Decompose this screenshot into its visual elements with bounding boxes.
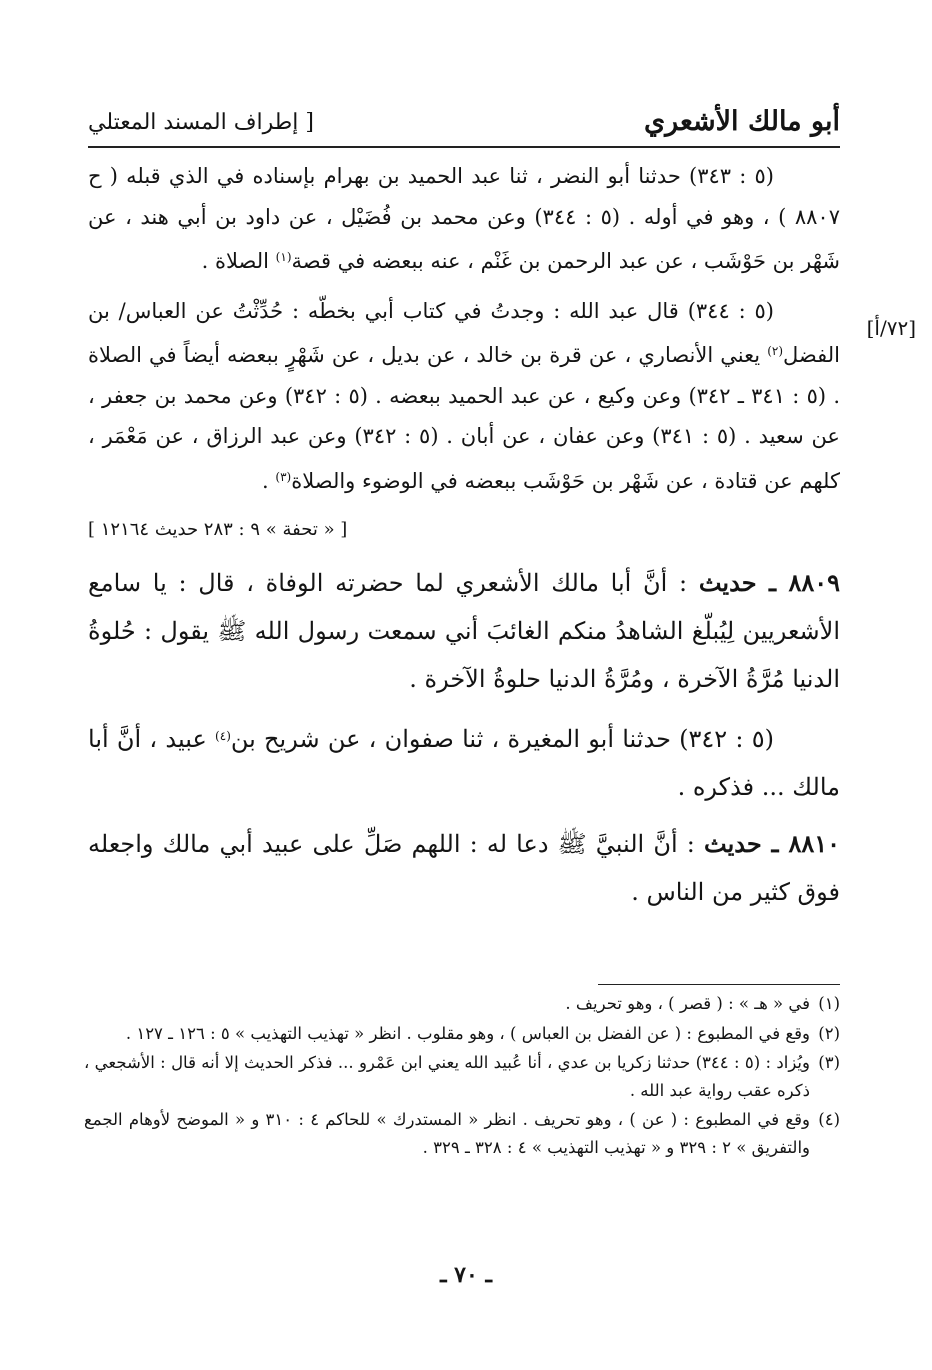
chapter-title: أبو مالك الأشعري	[643, 106, 840, 137]
main-text	[88, 156, 840, 916]
footnote-number: (١)	[818, 994, 840, 1013]
tuhfa-reference: [ « تحفة » ٩ : ٢٨٣ حديث ١٢١٦٤ ]	[88, 519, 348, 540]
footnote-3	[84, 1049, 840, 1104]
paragraph-text-end: الصلاة .	[201, 249, 276, 273]
footnotes	[84, 990, 840, 1163]
paragraph-text: (٥ : ٣٤٢) حدثنا أبو المغيرة ، ثنا صفوان ، عن شريح بن	[230, 725, 774, 753]
footnote-text: وقع في المطبوع : ( عن الفضل بن العباس ) ، وهو مقلوب . انظر « تهذيب التهذيب » ٥ : ١٢٦ ـ ١٢٧ .	[125, 1023, 810, 1043]
paragraph-text-end: .	[262, 468, 276, 493]
book-title: [ إطراف المسند المعتلي	[88, 110, 314, 135]
footnote-number: (٤)	[818, 1110, 840, 1129]
footnote-number: (٣)	[818, 1053, 840, 1072]
hadith-8810	[88, 820, 840, 916]
manuscript-folio-marker: [٧٢/أ]	[866, 316, 916, 340]
hadith-8809	[88, 559, 840, 703]
header-divider	[88, 146, 840, 148]
footnote-text: في « هـ » : ( قصر ) ، وهو تحريف .	[565, 994, 810, 1013]
paragraph-text-cont: يعني الأنصاري ، عن قرة بن خالد ، عن بديل ، عن شَهْرٍ ببعضه أيضاً في الصلاة . (٥ : ٣٤١ ـ ٣٤٢) وعن وكيع ، عن عبد الحميد ببعضه . (٥ : ٣٤٢) وعن محمد بن جعفر ، عن سعيد . (٥ : ٣٤١) وعن عفان ، عن أبان . (٥ : ٣٤٢) وعن عبد الرزاق ، عن مَعْمَر ، كلهم عن قتادة ، عن شَهْر بن حَوْشَب ببعضه في الوضوء والصلاة	[88, 343, 840, 493]
footnote-ref-2: (٢)	[767, 344, 784, 358]
footnote-4	[84, 1106, 840, 1161]
hadith-number: ٨٨١٠ ـ حديث	[704, 829, 841, 858]
paragraph-isnad-344	[88, 291, 840, 502]
paragraph-text-end: عبيد ، أنَّ أبا مالك ... فذكره .	[88, 725, 840, 801]
footnote-ref-1: (١)	[275, 250, 292, 264]
footnote-2	[84, 1020, 840, 1048]
footnote-text: ويُزاد : (٥ : ٣٤٤) حدثنا زكريا بن عدي ، أنا عُبيد الله يعني ابن عَمْرو ... فذكر الحديث إلا أنه قال : الأشجعي ، ذكره عقب رواية عبد الله .	[84, 1053, 810, 1100]
hadith-text: : أنَّ النبيَّ ﷺ دعا له : اللهم صَلِّ على عبيد أبي مالك واجعله فوق كثير من الناس .	[88, 830, 840, 906]
hadith-text: : أنَّ أبا مالك الأشعري لما حضرته الوفاة ، قال : يا سامع الأشعريين لِيُبلّغ الشاهدُ منكم الغائبَ أني سمعت رسول الله ﷺ يقول : حُلوةُ الدنيا مُرَّةُ الآخرة ، ومُرَّةُ الدنيا حلوةُ الآخرة .	[88, 569, 840, 693]
page-header	[88, 104, 840, 148]
paragraph-isnad-343	[88, 156, 840, 282]
footnote-1	[84, 990, 840, 1018]
footnote-number: (٢)	[818, 1023, 840, 1043]
footnote-text: وقع في المطبوع : ( عن ) ، وهو تحريف . انظر « المستدرك » للحاكم ٤ : ٣١٠ و « الموضح لأوهام الجمع والتفريق » ٢ : ٣٢٩ و « تهذيب التهذيب » ٤ : ٣٢٨ ـ ٣٢٩ .	[84, 1110, 810, 1157]
paragraph-text: (٥ : ٣٤٣) حدثنا أبو النضر ، ثنا عبد الحميد بن بهرام بإسناده في الذي قبله ( ح ٨٨٠٧ ) ، وهو في أوله . (٥ : ٣٤٤) وعن محمد بن فُضَيْل ، عن داود بن أبي هند ، عن شَهْر بن حَوْشَب ، عن عبد الرحمن بن غَنْم ، عنه ببعضه في قصة	[88, 164, 840, 273]
footnote-ref-4: (٤)	[215, 729, 231, 743]
footnote-ref-3: (٣)	[275, 469, 292, 484]
footnote-divider	[598, 984, 840, 985]
hadith-number: ٨٨٠٩ ـ حديث	[698, 568, 841, 597]
paragraph-isnad-342	[88, 712, 840, 811]
page-number: ـ ٧٠ ـ	[440, 1262, 492, 1288]
paragraph-text: (٥ : ٣٤٤) قال عبد الله : وجدتُ في كتاب أبي بخطّه : حُدِّثْتُ عن العباس/ بن الفضل	[88, 298, 840, 367]
